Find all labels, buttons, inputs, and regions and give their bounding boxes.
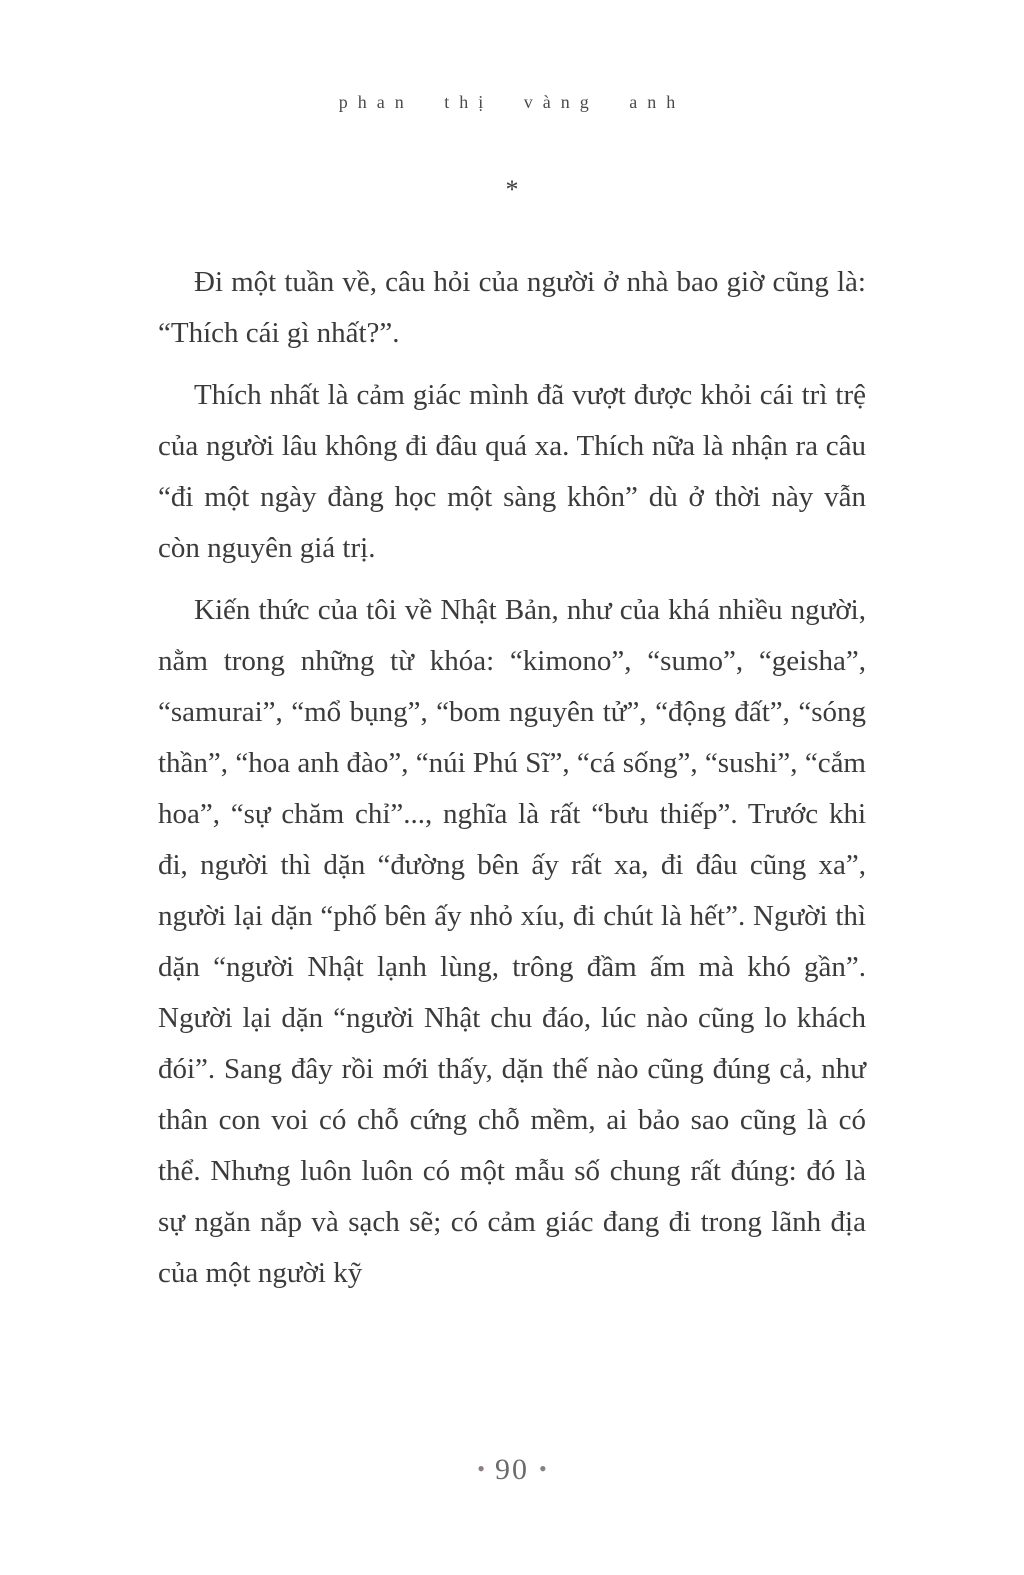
running-header-author: phan thị vàng anh — [338, 92, 686, 112]
paragraph: Đi một tuần về, câu hỏi của người ở nhà bao giờ cũng là: “Thích cái gì nhất?”. — [158, 266, 866, 349]
page-number: 90 — [495, 1453, 529, 1486]
page-body — [158, 257, 866, 1299]
section-separator: * — [505, 175, 519, 204]
page-footer — [0, 1453, 1024, 1487]
paragraph: Kiến thức của tôi về Nhật Bản, như của khá nhiều người, nằm trong những từ khóa: “kimono”, “sumo”, “geisha”, “samurai”, “mổ bụng”, “bom nguyên tử”, “động đất”, “sóng thần”, “hoa anh đào”, “núi Phú Sĩ”, “cá sống”, “sushi”, “cắm hoa”, “sự chăm chỉ”..., nghĩa là rất “bưu thiếp”. Trước khi đi, người thì dặn “đường bên ấy rất xa, đi đâu cũng xa”, người lại dặn “phố bên ấy nhỏ xíu, đi chút là hết”. Người thì dặn “người Nhật lạnh lùng, trông đầm ấm mà khó gần”. Người lại dặn “người Nhật chu đáo, lúc nào cũng lo khách đói”. Sang đây rồi mới thấy, dặn thế nào cũng đúng cả, như thân con voi có chỗ cứng chỗ mềm, ai bảo sao cũng là có thể. Nhưng luôn luôn có một mẫu số chung rất đúng: đó là sự ngăn nắp và sạch sẽ; có cảm giác đang đi trong lãnh địa của một người kỹ — [158, 594, 866, 1289]
paragraph: Thích nhất là cảm giác mình đã vượt được khỏi cái trì trệ của người lâu không đi đâu quá xa. Thích nữa là nhận ra câu “đi một ngày đàng học một sàng khôn” dù ở thời này vẫn còn nguyên giá trị. — [158, 379, 866, 564]
page-number-bullet: • — [539, 1456, 547, 1481]
page-number-bullet: • — [477, 1456, 485, 1481]
